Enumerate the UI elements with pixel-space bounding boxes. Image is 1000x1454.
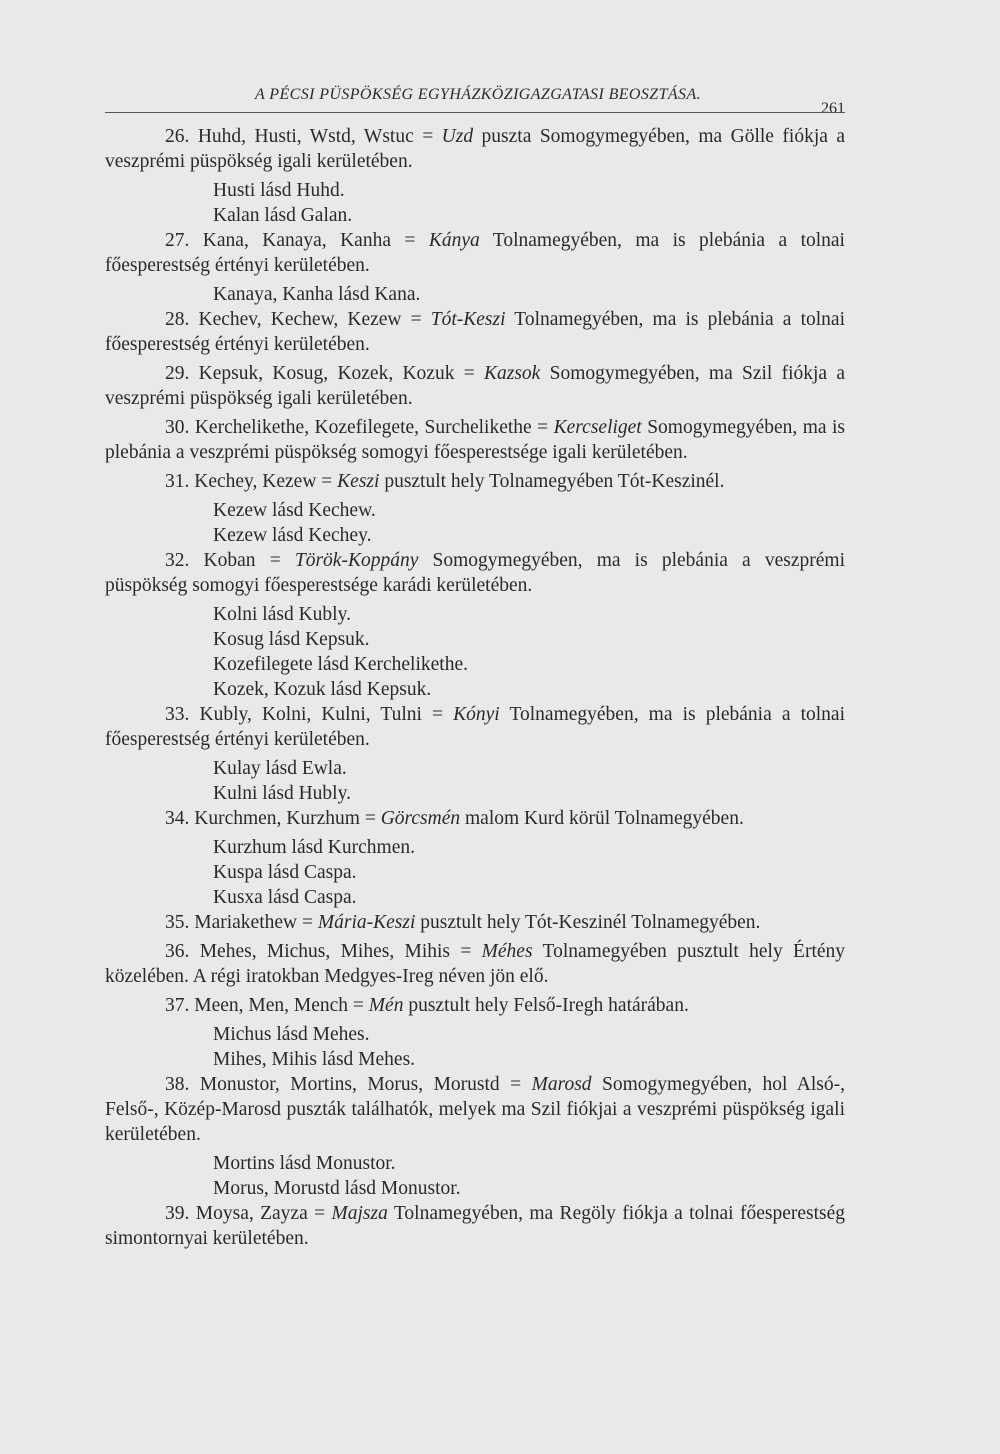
entry-description: Somogymegyében, hol Alsó-, Felső-, Közép-Marosd puszták találhatók, melyek ma Szil fiókjai a veszprémi püspökség igali kerületében. <box>105 1074 845 1145</box>
entry-variants: Koban = <box>203 550 295 571</box>
entry-description: Somogymegyében, ma is plebánia a veszprémi püspökség somogyi főesperestsége karádi kerületében. <box>105 550 845 596</box>
cross-reference: Kezew lásd Kechey. <box>213 525 372 546</box>
entry-modern-name: Uzd <box>441 126 474 147</box>
entry-variants: Kubly, Kolni, Kulni, Tulni = <box>199 704 454 725</box>
entry-number: 32. <box>165 550 204 571</box>
gazetteer-entry <box>105 1072 845 1147</box>
entry-number: 28. <box>165 309 199 330</box>
entry-number: 31. <box>165 471 195 492</box>
cross-reference: Kulni lásd Hubly. <box>213 783 351 804</box>
entry-number: 34. <box>165 808 195 829</box>
entry-description: Somogymegyében, ma is plebánia a veszprémi püspökség somogyi főesperestsége igali kerületében. <box>105 417 845 463</box>
entry-number: 30. <box>165 417 195 438</box>
entry-modern-name: Török-Koppány <box>294 550 419 571</box>
entry-number: 26. <box>165 126 198 147</box>
entry-variants: Mehes, Michus, Mihes, Mihis = <box>199 941 482 962</box>
entry-description: pusztult hely Tót-Keszinél Tolnamegyében. <box>415 912 761 933</box>
entry-description: pusztult hely Tolnamegyében Tót-Keszinél. <box>379 471 725 492</box>
entry-number: 35. <box>165 912 195 933</box>
cross-reference: Kuspa lásd Caspa. <box>213 862 357 883</box>
entry-description: Tolnamegyében pusztult hely Értény közelében. A régi iratokban Medgyes-Ireg néven jön elő. <box>105 941 846 987</box>
page-header <box>105 78 845 118</box>
entry-modern-name: Méhes <box>481 941 533 962</box>
cross-reference: Kozek, Kozuk lásd Kepsuk. <box>213 679 432 700</box>
entry-variants: Kechey, Kezew = <box>194 471 338 492</box>
cross-reference: Kulay lásd Ewla. <box>213 758 347 779</box>
cross-reference: Kurzhum lásd Kurchmen. <box>213 837 415 858</box>
entry-modern-name: Görcsmén <box>380 808 461 829</box>
entry-modern-name: Kazsok <box>484 363 541 384</box>
page-number: 261 <box>821 100 845 117</box>
entry-description: Tolnamegyében, ma Regöly fiókja a tolnai főesperestség simontornyai kerületében. <box>105 1203 845 1249</box>
cross-reference: Kolni lásd Kubly. <box>213 604 351 625</box>
gazetteer-entry <box>105 702 845 752</box>
gazetteer-entry <box>105 993 845 1018</box>
entry-modern-name: Mária-Keszi <box>317 912 416 933</box>
entry-modern-name: Tót-Keszi <box>430 309 506 330</box>
entry-modern-name: Kónyi <box>453 704 500 725</box>
gazetteer-entry <box>105 415 845 465</box>
entry-modern-name: Marosd <box>531 1074 592 1095</box>
entry-number: 39. <box>165 1203 196 1224</box>
entry-number: 33. <box>165 704 200 725</box>
entry-number: 38. <box>165 1074 200 1095</box>
entry-modern-name: Mén <box>368 995 404 1016</box>
entry-modern-name: Keszi <box>337 471 380 492</box>
entry-variants: Kechev, Kechew, Kezew = <box>198 309 431 330</box>
cross-reference: Kanaya, Kanha lásd Kana. <box>213 284 421 305</box>
gazetteer-entry <box>105 806 845 831</box>
gazetteer-entry <box>105 124 845 174</box>
entry-description: pusztult hely Felső-Iregh határában. <box>403 995 689 1016</box>
gazetteer-entry <box>105 548 845 598</box>
entry-variants: Kepsuk, Kosug, Kozek, Kozuk = <box>198 363 484 384</box>
running-title: A PÉCSI PÜSPÖKSÉG EGYHÁZKÖZIGAZGATASI BEOSZTÁSA. <box>255 86 702 103</box>
cross-reference: Michus lásd Mehes. <box>213 1024 370 1045</box>
entry-number: 37. <box>165 995 195 1016</box>
gazetteer-entry <box>105 307 845 357</box>
cross-reference: Morus, Morustd lásd Monustor. <box>213 1178 461 1199</box>
gazetteer-entry <box>105 469 845 494</box>
gazetteer-entry <box>105 910 845 935</box>
entry-variants: Moysa, Zayza = <box>195 1203 332 1224</box>
cross-reference: Mihes, Mihis lásd Mehes. <box>213 1049 416 1070</box>
entry-list <box>105 124 845 1255</box>
cross-reference: Husti lásd Huhd. <box>213 180 345 201</box>
gazetteer-entry <box>105 939 845 989</box>
entry-modern-name: Kánya <box>428 230 480 251</box>
entry-description: Tolnamegyében, ma is plebánia a tolnai főesperestség értényi kerületében. <box>105 230 845 276</box>
entry-description: puszta Somogymegyében, ma Gölle fiókja a veszprémi püspökség igali kerületében. <box>105 126 846 172</box>
entry-number: 36. <box>165 941 200 962</box>
entry-variants: Kerchelikethe, Kozefilegete, Surchelikethe = <box>194 417 554 438</box>
entry-number: 29. <box>165 363 199 384</box>
entry-variants: Mariakethew = <box>194 912 318 933</box>
entry-description: Tolnamegyében, ma is plebánia a tolnai főesperestség értényi kerületében. <box>105 309 845 355</box>
entry-variants: Kana, Kanaya, Kanha = <box>202 230 429 251</box>
entry-description: malom Kurd körül Tolnamegyében. <box>460 808 744 829</box>
cross-reference: Kosug lásd Kepsuk. <box>213 629 370 650</box>
entry-variants: Monustor, Mortins, Morus, Morustd = <box>199 1074 532 1095</box>
entry-variants: Huhd, Husti, Wstd, Wstuc = <box>197 126 442 147</box>
entry-modern-name: Kercseliget <box>553 417 642 438</box>
cross-reference: Mortins lásd Monustor. <box>213 1153 396 1174</box>
entry-description: Tolnamegyében, ma is plebánia a tolnai főesperestség értényi kerületében. <box>105 704 846 750</box>
gazetteer-entry <box>105 1201 845 1251</box>
cross-reference: Kozefilegete lásd Kerchelikethe. <box>213 654 468 675</box>
gazetteer-entry <box>105 228 845 278</box>
gazetteer-entry <box>105 361 845 411</box>
cross-reference: Kalan lásd Galan. <box>213 205 353 226</box>
entry-variants: Meen, Men, Mench = <box>194 995 369 1016</box>
entry-description: Somogymegyében, ma Szil fiókja a veszprémi püspökség igali kerületében. <box>105 363 846 409</box>
header-rule <box>105 112 845 113</box>
entry-number: 27. <box>165 230 203 251</box>
entry-variants: Kurchmen, Kurzhum = <box>194 808 381 829</box>
entry-modern-name: Majsza <box>331 1203 388 1224</box>
cross-reference: Kusxa lásd Caspa. <box>213 887 357 908</box>
cross-reference: Kezew lásd Kechew. <box>213 500 376 521</box>
